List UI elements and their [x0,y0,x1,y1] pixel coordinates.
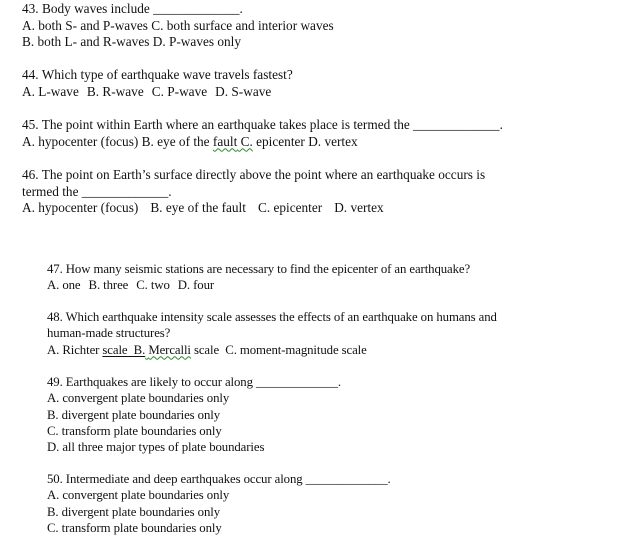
question-50-option-b: B. divergent plate boundaries only [47,504,220,519]
question-49-option-c: C. transform plate boundaries only [47,423,222,438]
question-44 [22,67,293,100]
question-48-option-c: C. moment-magnitude scale [225,342,367,357]
question-48 [47,309,497,358]
question-44-option-d: D. S-wave [215,83,272,99]
question-44-options [22,84,293,101]
question-46 [22,167,485,217]
question-48-option-b-mercalli: Mercalli [148,342,191,357]
question-48-option-b-rest: scale [190,342,220,357]
question-43-option-b: B. both L- and R-waves [22,34,150,49]
question-46-option-d: D. vertex [334,200,384,215]
question-45-option-c-text: epicenter [252,133,305,149]
question-50-option-c: C. transform plate boundaries only [47,520,222,535]
question-46-option-a: A. hypocenter (focus) [22,200,139,215]
question-45-option-b-fault: fault [212,133,238,149]
question-46-option-b: B. eye of the fault [150,200,246,215]
question-43-options-row-1 [22,18,334,35]
question-48-option-a-scale: scale [102,342,128,357]
question-46-stem-line-2: termed the _____________. [22,183,172,199]
question-49-option-b: B. divergent plate boundaries only [47,407,220,422]
question-45-options [22,134,503,151]
question-50 [47,471,391,536]
question-47-option-a: A. one [47,278,81,293]
question-47-option-b: B. three [88,278,129,293]
question-44-stem: 44. Which type of earthquake wave travels fastest? [22,67,293,82]
question-43-options-row-2 [22,34,334,51]
question-47-stem: 47. How many seismic stations are necessary to find the epicenter of an earthquake? [47,262,471,276]
question-46-stem-line-1: 46. The point on Earth’s surface directly above the point where an earthquake occurs is [22,167,486,182]
question-48-options [47,342,497,358]
question-48-option-a-prefix: A. Richter [47,342,103,357]
question-50-stem: 50. Intermediate and deep earthquakes occur along _____________. [47,472,391,486]
question-46-options [22,200,485,217]
question-45-stem: 45. The point within Earth where an earthquake takes place is termed the _____________. [22,117,503,132]
question-48-stem-line-1: 48. Which earthquake intensity scale assesses the effects of an earthquake on humans and [47,310,497,324]
question-43-option-a: A. both S- and P-waves [22,17,148,33]
question-45-option-a: A. hypocenter (focus) [22,133,139,149]
question-49-option-a: A. convergent plate boundaries only [47,391,230,406]
question-43-option-c: C. both surface and interior waves [151,17,334,33]
question-43-stem: 43. Body waves include _____________. [22,1,243,16]
question-45-option-c-label: C. [237,133,253,149]
question-49-option-d: D. all three major types of plate boundaries [47,440,265,455]
question-47-option-c: C. two [136,278,170,293]
question-43 [22,1,334,51]
question-44-option-b: B. R-wave [86,83,144,99]
question-45 [22,117,503,150]
question-50-option-a: A. convergent plate boundaries only [47,488,230,503]
question-49-stem: 49. Earthquakes are likely to occur along _____________. [47,375,341,389]
question-44-option-c: C. P-wave [151,83,208,99]
question-48-option-b-label: B. [127,342,146,357]
question-46-option-c: C. epicenter [257,200,323,215]
question-43-option-d: D. P-waves only [152,34,242,49]
question-49 [47,374,341,455]
question-47-options [47,277,470,293]
question-48-stem-line-2: human-made structures? [47,326,171,341]
question-45-option-b-prefix: B. eye of the [141,133,213,149]
question-47 [47,261,470,294]
question-44-option-a: A. L-wave [22,83,79,99]
question-47-option-d: D. four [177,278,215,293]
question-45-option-d: D. vertex [308,133,358,149]
